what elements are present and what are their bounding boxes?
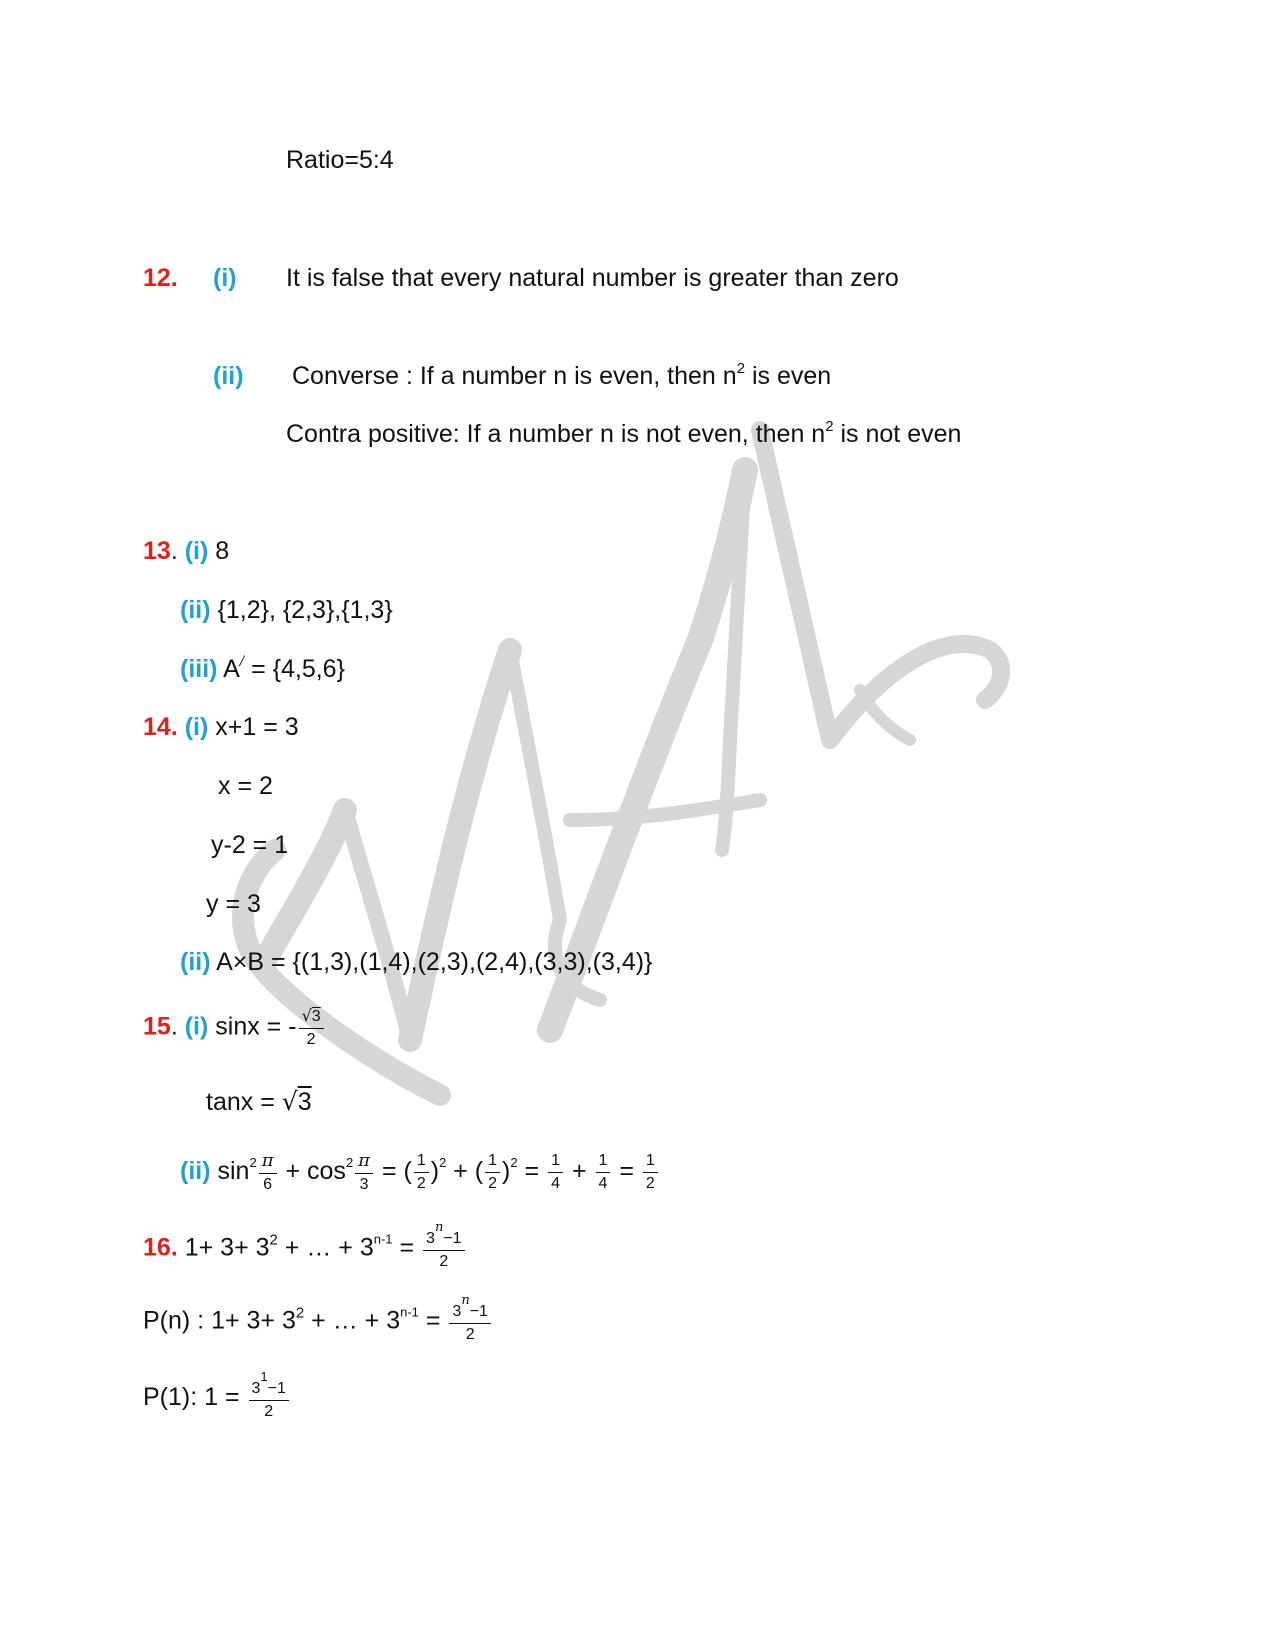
sin-exponent: 2 <box>249 1155 257 1171</box>
fraction-numerator: 1 <box>485 1153 500 1173</box>
q14-part-ii <box>180 947 652 977</box>
question-number: 13 <box>143 537 171 565</box>
pn-lhs: P(n) : 1+ 3+ 3 <box>143 1306 296 1335</box>
fraction-denominator: 2 <box>645 1175 655 1192</box>
equation: x+1 = 3 <box>208 713 299 741</box>
series-lhs: 1+ 3+ 3 <box>177 1233 270 1262</box>
part-label: (i) <box>184 1012 209 1041</box>
fraction-denominator: 2 <box>264 1403 274 1420</box>
converse-text-b: is even <box>745 362 832 390</box>
fraction-numerator: π <box>355 1152 373 1174</box>
tan-lhs: tanx = <box>206 1088 282 1116</box>
q16-pn <box>143 1293 493 1343</box>
dot: . <box>170 1012 185 1041</box>
complement-mark: / <box>239 654 245 669</box>
minus-one: −1 <box>443 1230 462 1247</box>
converse-exponent: 2 <box>736 360 746 377</box>
radicand: 3 <box>311 1008 321 1025</box>
one-half <box>414 1153 429 1192</box>
contra-text-a: Contra positive: If a number n is not even, then n <box>286 420 826 448</box>
question-number: 16. <box>143 1233 178 1262</box>
q12-part-i-label <box>213 263 237 293</box>
ratio-line <box>286 145 394 175</box>
fraction-numerator: π <box>259 1152 277 1174</box>
fraction-numerator: 1 <box>548 1153 563 1173</box>
cos-exponent: 2 <box>345 1155 354 1171</box>
part-label: (i) <box>213 264 237 292</box>
part-label: (ii) <box>180 1157 211 1186</box>
equals: = <box>418 1306 448 1335</box>
close-paren: ) <box>502 1157 511 1186</box>
base: 3 <box>452 1303 462 1320</box>
one-quarter <box>596 1153 611 1192</box>
minus-one: −1 <box>267 1380 286 1397</box>
p1-fraction <box>249 1369 289 1420</box>
series-exponent: 2 <box>269 1231 278 1249</box>
sin-lhs: sinx = - <box>208 1012 297 1041</box>
equals: = <box>392 1233 422 1262</box>
q12-converse <box>292 361 831 391</box>
equation: y-2 = 1 <box>211 831 289 859</box>
sin-fraction <box>299 1008 324 1048</box>
answer-text: It is false that every natural number is greater than zero <box>286 264 899 292</box>
question-number: 15 <box>143 1012 171 1041</box>
fraction-numerator <box>249 1369 289 1401</box>
ratio-text: Ratio=5:4 <box>286 146 394 174</box>
answer-text: 8 <box>208 537 230 565</box>
q14-line-4 <box>206 889 261 919</box>
pn-fraction <box>449 1293 491 1343</box>
fraction-denominator: 2 <box>306 1031 316 1048</box>
one-quarter <box>548 1153 563 1192</box>
plus-open: + ( <box>446 1157 484 1186</box>
q16-p1 <box>143 1369 291 1420</box>
q13-part-ii <box>180 595 393 625</box>
part-label: (i) <box>184 537 209 565</box>
part-label: (ii) <box>213 362 244 390</box>
p1-lhs: P(1): 1 = <box>143 1383 247 1412</box>
series-mid: + … + 3 <box>277 1233 374 1262</box>
answer-text: {1,2}, {2,3},{1,3} <box>210 596 393 624</box>
q13-part-i <box>143 536 229 566</box>
answer-text-b: = {4,5,6} <box>244 655 345 683</box>
square-exponent: 2 <box>439 1155 447 1171</box>
q16-statement <box>143 1220 467 1270</box>
sin-word: sin <box>210 1157 250 1186</box>
part-label: (iii) <box>180 655 218 683</box>
fraction-numerator <box>449 1293 491 1324</box>
fraction-denominator: 2 <box>488 1175 498 1192</box>
fraction-denominator: 2 <box>439 1253 449 1270</box>
cos-word: + cos <box>278 1157 346 1186</box>
base: 3 <box>426 1230 435 1247</box>
converse-text-a: Converse : If a number n is even, then n <box>292 362 737 390</box>
equals: = <box>612 1157 641 1186</box>
contra-text-b: is not even <box>833 420 962 448</box>
radicand: 3 <box>297 1088 312 1116</box>
pi-over-6 <box>259 1152 277 1193</box>
root-sign: √ <box>281 1087 298 1116</box>
pn-mid: + … + 3 <box>304 1306 401 1335</box>
part-label: (ii) <box>180 948 211 976</box>
q12-part-i-text <box>286 263 899 293</box>
equation: x = 2 <box>218 772 273 800</box>
power: n <box>434 1220 444 1235</box>
fraction-denominator: 4 <box>551 1175 561 1192</box>
pi-over-3 <box>355 1152 373 1193</box>
pn-exponent: 2 <box>295 1304 305 1322</box>
power: n <box>461 1293 470 1308</box>
fraction-denominator: 3 <box>359 1176 369 1193</box>
series-fraction <box>423 1220 465 1270</box>
q14-line-2 <box>218 771 273 801</box>
fraction-denominator: 6 <box>263 1176 273 1193</box>
q12-number <box>143 263 178 293</box>
part-label: (i) <box>184 713 209 741</box>
fraction-numerator: 1 <box>596 1153 611 1173</box>
question-number: 12. <box>143 264 178 292</box>
equation: y = 3 <box>206 890 261 918</box>
fraction-numerator <box>299 1008 324 1029</box>
base: 3 <box>251 1380 261 1397</box>
q14-line-3 <box>211 830 288 860</box>
fraction-numerator: 1 <box>414 1153 429 1173</box>
q12-part-ii-label <box>213 361 244 391</box>
power: 1 <box>260 1369 268 1384</box>
equals-open: = ( <box>375 1157 412 1186</box>
one-half <box>643 1153 658 1192</box>
q12-contra-positive <box>286 419 961 449</box>
plus: + <box>565 1157 594 1186</box>
q14-part-i <box>143 712 299 742</box>
square-exponent: 2 <box>510 1155 518 1171</box>
part-label: (ii) <box>180 596 211 624</box>
answer-text-a: A <box>217 655 240 683</box>
series-exponent-n: n-1 <box>373 1231 393 1247</box>
close-paren: ) <box>430 1157 440 1186</box>
q13-part-iii <box>180 654 345 684</box>
fraction-denominator: 2 <box>465 1326 475 1343</box>
pn-exponent-n: n-1 <box>400 1304 419 1320</box>
fraction-numerator: 1 <box>643 1153 658 1173</box>
equals: = <box>517 1157 547 1186</box>
root-sign: √ <box>301 1006 312 1025</box>
question-number: 14. <box>143 713 178 741</box>
cartesian-product: A×B = {(1,3),(1,4),(2,3),(2,4),(3,3),(3,4)} <box>210 948 653 976</box>
minus-one: −1 <box>469 1303 488 1320</box>
dot: . <box>170 537 185 565</box>
fraction-denominator: 2 <box>416 1175 426 1192</box>
fraction-numerator <box>423 1220 465 1251</box>
contra-exponent: 2 <box>825 418 834 435</box>
one-half <box>485 1153 500 1192</box>
q15-part-ii <box>180 1152 660 1193</box>
q15-part-i <box>143 1008 326 1048</box>
fraction-denominator: 4 <box>598 1175 608 1192</box>
q15-tan <box>206 1087 312 1117</box>
